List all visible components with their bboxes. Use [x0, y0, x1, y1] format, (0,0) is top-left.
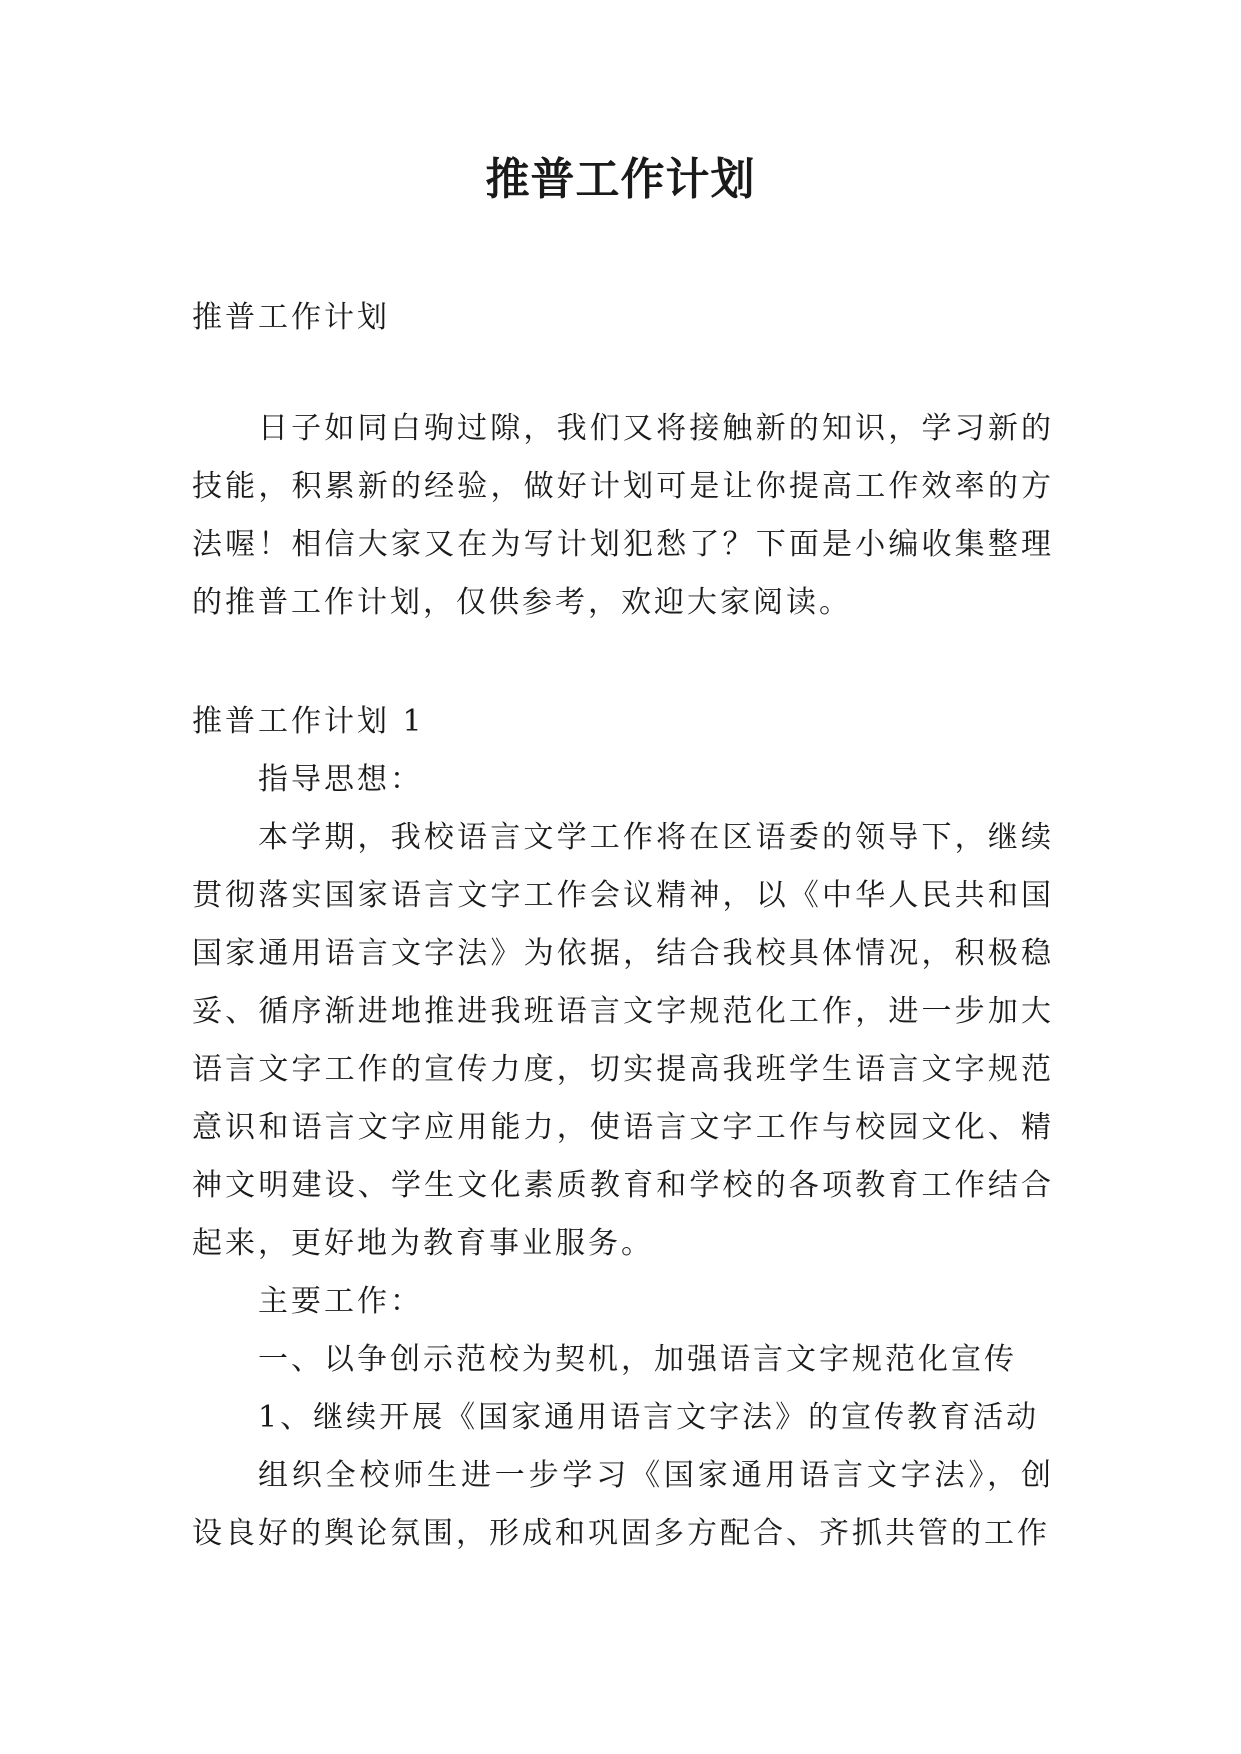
guiding-thought-heading: 指导思想： — [258, 762, 423, 797]
intro-paragraph: 日子如同白驹过隙，我们又将接触新的知识，学习新的技能，积累新的经验，做好计划可是让你提高工作效率的方法喔！相信大家又在为写计划犯愁了？下面是小编收集整理的推普工作计划，仅供参考，欢迎大家阅读。 — [192, 411, 1054, 620]
guiding-thought-paragraph: 本学期，我校语言文学工作将在区语委的领导下，继续贯彻落实国家语言文字工作会议精神，以《中华人民共和国国家通用语言文字法》为依据，结合我校具体情况，积极稳妥、循序渐进地推进我班语言文字规范化工作，进一步加大语言文字工作的宣传力度，切实提高我班学生语言文字规范意识和语言文字应用能力，使语言文字工作与校园文化、精神文明建设、学生文化素质教育和学校的各项教育工作结合起来，更好地为教育事业服务。 — [192, 820, 1054, 1261]
document-title: 推普工作计划 — [485, 154, 756, 205]
work-subitem-1: 1、继续开展《国家通用语言文字法》的宣传教育活动 — [258, 1400, 1040, 1435]
plan-section — [192, 693, 1054, 1563]
document-subtitle: 推普工作计划 — [192, 300, 390, 335]
intro-block — [192, 400, 1054, 632]
main-work-heading: 主要工作： — [258, 1284, 423, 1319]
work-item-1: 一、以争创示范校为契机，加强语言文字规范化宣传 — [258, 1342, 1017, 1377]
work-subitem-1-paragraph: 组织全校师生进一步学习《国家通用语言文字法》，创设良好的舆论氛围，形成和巩固多方配合、齐抓共管的工作 — [192, 1458, 1054, 1551]
section-heading: 推普工作计划 1 — [192, 704, 425, 739]
